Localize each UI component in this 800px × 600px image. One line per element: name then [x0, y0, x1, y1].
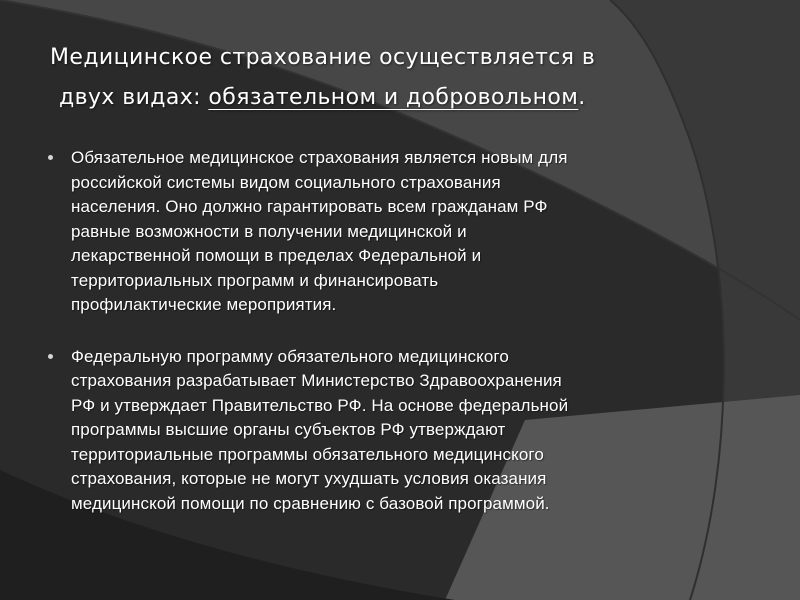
bullet-paragraph-2 [48, 345, 698, 517]
paragraph-1-line-7: профилактические мероприятия. [71, 295, 337, 314]
title-prefix: двух видах: [59, 85, 209, 110]
paragraph-2-line-2: страхования разрабатывает Министерство Здравоохранения [71, 371, 562, 390]
paragraph-1-line-4: равные возможности в получении медицинской и [71, 221, 467, 241]
paragraph-1-line-5: лекарственной помощи в пределах Федеральной и [71, 246, 482, 265]
bullet-paragraph-1 [48, 146, 698, 318]
paragraph-1-line-1: Обязательное медицинское страхования является новым для [71, 148, 568, 167]
paragraph-2-line-5: территориальные программы обязательного медицинского [71, 444, 544, 464]
paragraph-2-line-4: программы высшие органы субъектов РФ утверждают [71, 420, 506, 439]
slide-title [36, 38, 716, 118]
title-emphasis: обязательном и добровольном [208, 85, 579, 110]
paragraph-1-line-2: российской системы видом социального страхования [71, 172, 501, 192]
paragraph-1-line-3: населения. Оно должно гарантировать всем гражданам РФ [71, 197, 548, 216]
title-line-1: Медицинское страхование осуществляется в [50, 45, 596, 70]
title-suffix: . [578, 85, 586, 110]
slide-body [48, 146, 698, 516]
paragraph-2-line-6: страхования, которые не могут ухудшать условия оказания [71, 469, 547, 488]
title-line-2 [36, 78, 716, 118]
paragraph-1-line-6: территориальных программ и финансировать [71, 270, 439, 290]
paragraph-2-line-3: РФ и утверждает Правительство РФ. На основе федеральной [71, 395, 569, 415]
paragraph-2-line-1: Федеральную программу обязательного медицинского [71, 346, 509, 366]
paragraph-2-line-7: медицинской помощи по сравнению с базовой программой. [71, 493, 550, 513]
bullet-dot-icon [48, 354, 53, 359]
bullet-dot-icon [48, 155, 53, 160]
